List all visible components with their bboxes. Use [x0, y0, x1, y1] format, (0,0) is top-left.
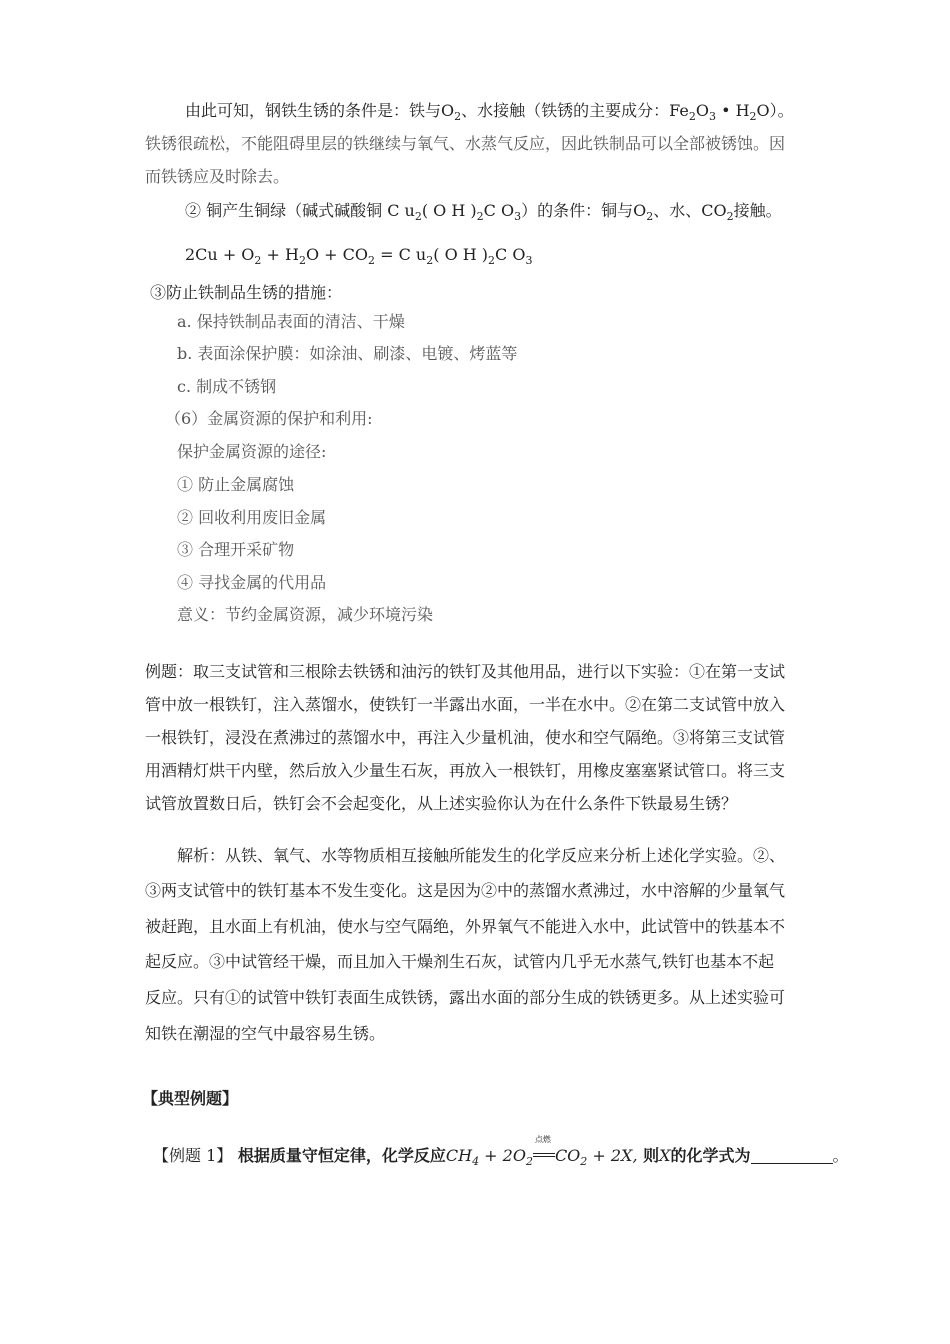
example-line-2: 管中放一根铁钉，注入蒸馏水，使铁钉一半露出水面，一半在水中。②在第二支试管中放入	[145, 695, 786, 714]
prevention-item-a: a. 保持铁制品表面的清洁、干燥	[177, 312, 405, 331]
resources-item-1: ① 防止金属腐蚀	[177, 475, 295, 494]
analysis-line-1: 解析：从铁、氧气、水等物质相互接触所能发生的化学反应来分析上述化学实验。②、	[177, 846, 786, 865]
analysis-line-5: 反应。只有①的试管中铁钉表面生成铁锈，露出水面的部分生成的铁锈更多。从上述实验可	[145, 988, 786, 1007]
rust-paragraph-line-3: 而铁锈应及时除去。	[145, 167, 290, 186]
example-1-question: 【例题 1】 根据质量守恒定律，化学反应$CH_4 + 2O_2$ 点燃 $CO_2 + 2X$, 则X的化学式为 。	[153, 1135, 849, 1168]
analysis-line-4: 起反应。③中试管经干燥，而且加入干燥剂生石灰，试管内几乎无水蒸气,铁钉也基本不起	[145, 952, 775, 971]
typical-example-heading: 【典型例题】	[142, 1089, 239, 1108]
example-line-1: 例题：取三支试管和三根除去铁锈和油污的铁钉及其他用品，进行以下实验：①在第一支试	[145, 662, 786, 681]
resources-item-2: ② 回收利用废旧金属	[177, 508, 327, 527]
example-line-3: 一根铁钉，浸没在煮沸过的蒸馏水中，再注入少量机油，使水和空气隔绝。③将第三支试管	[145, 728, 786, 747]
rust-paragraph-line-2: 铁锈很疏松，不能阻碍里层的铁继续与氧气、水蒸气反应，因此铁制品可以全部被锈蚀。因	[145, 134, 786, 153]
example-line-4: 用酒精灯烘干内壁，然后放入少量生石灰，再放入一根铁钉，用橡皮塞塞紧试管口。将三支	[145, 761, 786, 780]
resources-meaning: 意义：节约金属资源，减少环境污染	[177, 605, 434, 624]
prevention-item-b: b. 表面涂保护膜：如涂油、刷漆、电镀、烤蓝等	[177, 344, 518, 363]
analysis-line-3: 被赶跑，且水面上有机油，使水与空气隔绝，外界氧气不能进入水中，此试管中的铁基本不	[145, 917, 786, 936]
resources-item-4: ④ 寻找金属的代用品	[177, 573, 327, 592]
prevention-item-c: c. 制成不锈钢	[177, 377, 277, 396]
example-line-5: 试管放置数日后，铁钉会不会起变化，从上述实验你认为在什么条件下铁最易生锈？	[145, 794, 738, 813]
ignition-condition: 点燃	[533, 1145, 555, 1167]
rust-condition-line: 由此可知，钢铁生锈的条件是：铁与$O_2$、水接触（铁锈的主要成分：$Fe_2O_3$ • $H_2O$）。	[185, 101, 794, 123]
resources-item-3: ③ 合理开采矿物	[177, 540, 295, 559]
analysis-line-2: ③两支试管中的铁钉基本不发生变化。这是因为②中的蒸馏水煮沸过，水中溶解的少量氧气	[145, 881, 786, 900]
prevention-title: ③防止铁制品生锈的措施：	[150, 283, 343, 302]
resources-title: （6）金属资源的保护和利用:	[165, 409, 373, 428]
copper-equation: $2Cu + O_2 + H_2O + CO_2 = C$ $u_2$( O H )$_2C$ $O_3$	[185, 245, 533, 267]
example-1-label: 【例题 1】	[153, 1146, 233, 1165]
answer-blank[interactable]	[751, 1147, 833, 1164]
analysis-line-6: 知铁在潮湿的空气中最容易生锈。	[145, 1024, 386, 1043]
copper-patina-line: ② 铜产生铜绿（碱式碱酸铜 C $u_2$( O H )$_2C$ $O_3$）的条件：铜与$O_2$、水、$CO_2$接触。	[185, 201, 782, 223]
resources-ways: 保护金属资源的途径:	[177, 442, 327, 461]
